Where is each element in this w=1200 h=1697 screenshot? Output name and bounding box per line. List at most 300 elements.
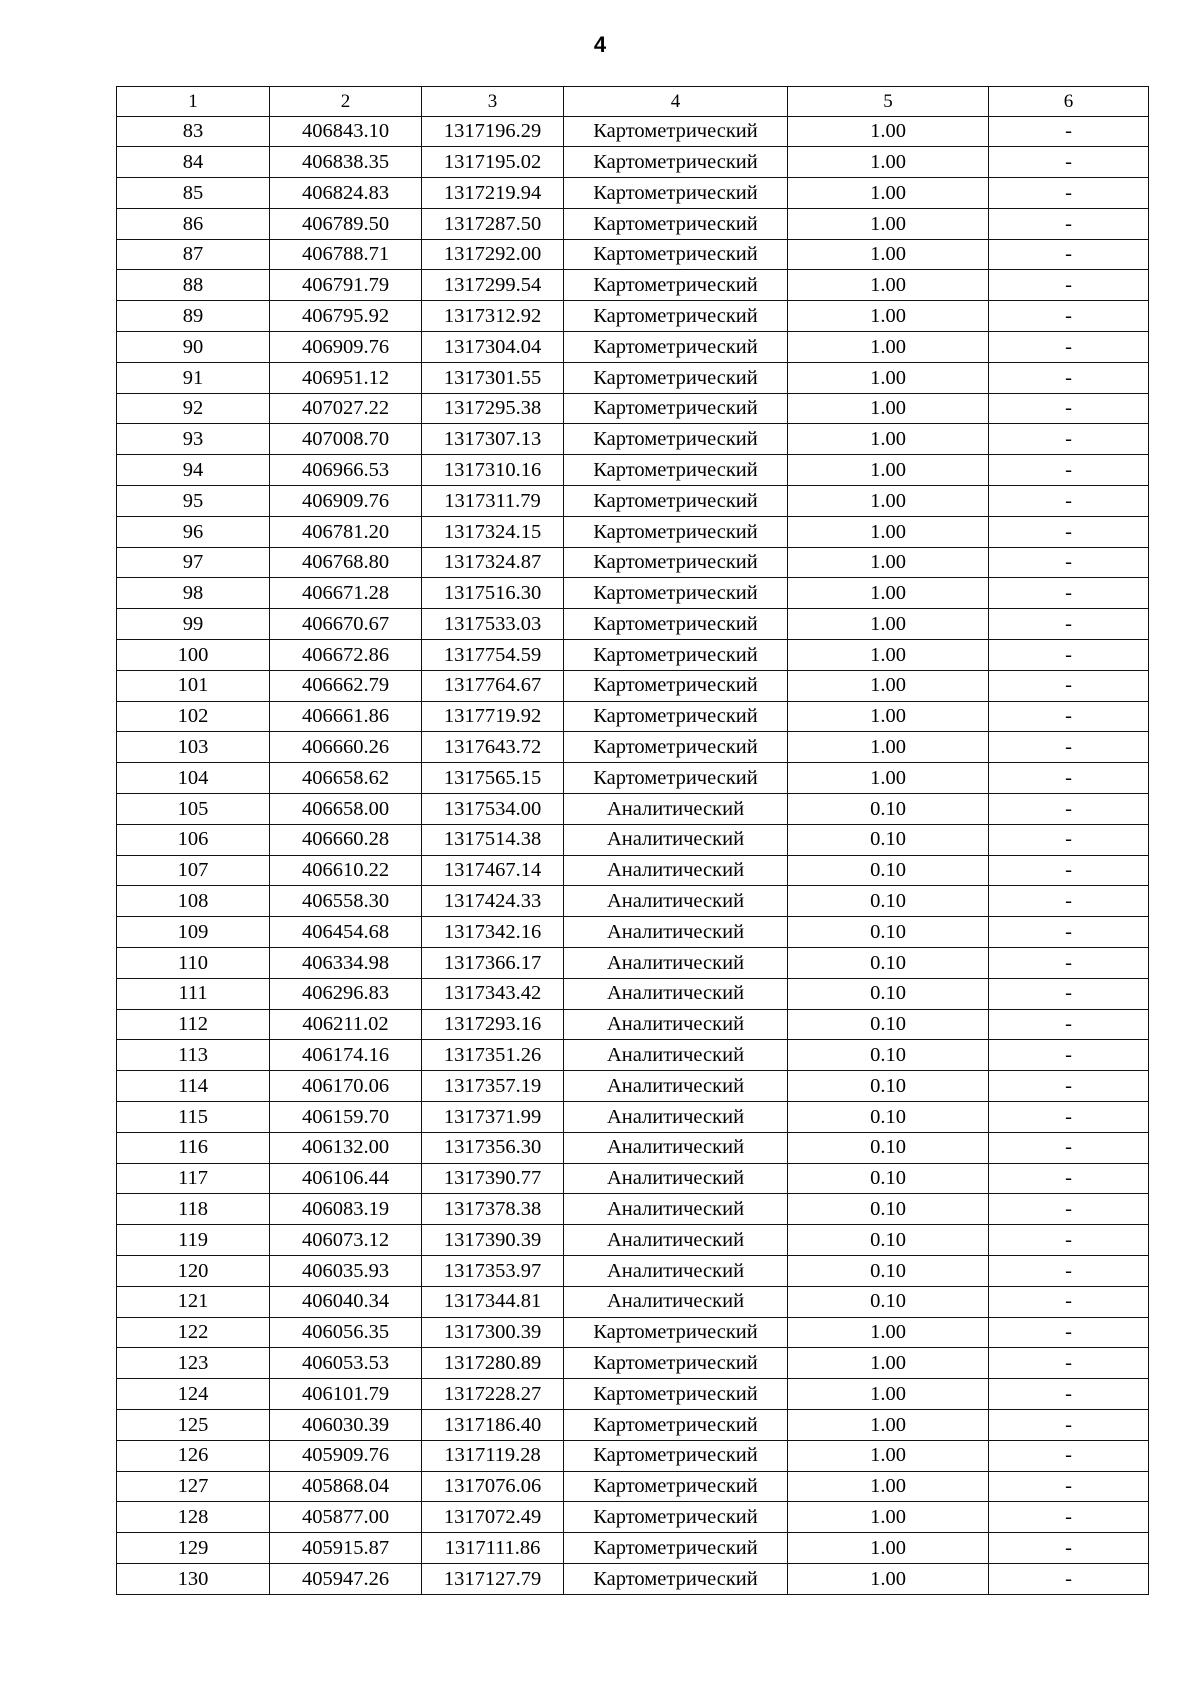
y-coordinate-cell: 1317072.49 [422, 1502, 564, 1533]
table-row [117, 1071, 1149, 1102]
note-cell: - [989, 1348, 1149, 1379]
method-cell: Аналитический [564, 1040, 788, 1071]
y-coordinate-cell: 1317643.72 [422, 732, 564, 763]
y-coordinate-cell: 1317311.79 [422, 486, 564, 517]
method-cell: Картометрический [564, 147, 788, 178]
y-coordinate-cell: 1317424.33 [422, 886, 564, 917]
accuracy-cell: 1.00 [788, 516, 989, 547]
point-number-cell: 121 [117, 1286, 270, 1317]
y-coordinate-cell: 1317228.27 [422, 1379, 564, 1410]
method-cell: Картометрический [564, 116, 788, 147]
y-coordinate-cell: 1317287.50 [422, 208, 564, 239]
method-cell: Аналитический [564, 1132, 788, 1163]
point-number-cell: 93 [117, 424, 270, 455]
y-coordinate-cell: 1317119.28 [422, 1440, 564, 1471]
x-coordinate-cell: 405877.00 [270, 1502, 422, 1533]
table-row [117, 1440, 1149, 1471]
table-row [117, 362, 1149, 393]
table-row [117, 1194, 1149, 1225]
y-coordinate-cell: 1317342.16 [422, 917, 564, 948]
point-number-cell: 106 [117, 824, 270, 855]
x-coordinate-cell: 406040.34 [270, 1286, 422, 1317]
method-cell: Аналитический [564, 1225, 788, 1256]
accuracy-cell: 1.00 [788, 670, 989, 701]
y-coordinate-cell: 1317356.30 [422, 1132, 564, 1163]
method-cell: Аналитический [564, 886, 788, 917]
table-row [117, 1255, 1149, 1286]
accuracy-cell: 0.10 [788, 1194, 989, 1225]
method-cell: Аналитический [564, 855, 788, 886]
accuracy-cell: 1.00 [788, 301, 989, 332]
note-cell: - [989, 393, 1149, 424]
point-number-cell: 99 [117, 609, 270, 640]
table-row [117, 424, 1149, 455]
table-row [117, 1102, 1149, 1133]
point-number-cell: 129 [117, 1533, 270, 1564]
table-row [117, 1225, 1149, 1256]
point-number-cell: 94 [117, 455, 270, 486]
y-coordinate-cell: 1317324.15 [422, 516, 564, 547]
header-cell-col-4: 4 [564, 87, 788, 117]
table-header [117, 87, 1149, 117]
note-cell: - [989, 1533, 1149, 1564]
x-coordinate-cell: 406159.70 [270, 1102, 422, 1133]
table-row [117, 794, 1149, 825]
accuracy-cell: 0.10 [788, 824, 989, 855]
x-coordinate-cell: 406106.44 [270, 1163, 422, 1194]
x-coordinate-cell: 406781.20 [270, 516, 422, 547]
header-cell-col-2: 2 [270, 87, 422, 117]
y-coordinate-cell: 1317127.79 [422, 1563, 564, 1594]
point-number-cell: 122 [117, 1317, 270, 1348]
x-coordinate-cell: 406056.35 [270, 1317, 422, 1348]
method-cell: Картометрический [564, 455, 788, 486]
method-cell: Аналитический [564, 1009, 788, 1040]
note-cell: - [989, 332, 1149, 363]
y-coordinate-cell: 1317196.29 [422, 116, 564, 147]
accuracy-cell: 1.00 [788, 1502, 989, 1533]
page-number: 4 [593, 32, 607, 57]
x-coordinate-cell: 406658.00 [270, 794, 422, 825]
accuracy-cell: 0.10 [788, 1009, 989, 1040]
method-cell: Аналитический [564, 1255, 788, 1286]
point-number-cell: 113 [117, 1040, 270, 1071]
note-cell: - [989, 917, 1149, 948]
accuracy-cell: 0.10 [788, 1163, 989, 1194]
x-coordinate-cell: 406174.16 [270, 1040, 422, 1071]
accuracy-cell: 0.10 [788, 886, 989, 917]
point-number-cell: 92 [117, 393, 270, 424]
x-coordinate-cell: 406791.79 [270, 270, 422, 301]
table-row [117, 1409, 1149, 1440]
point-number-cell: 95 [117, 486, 270, 517]
x-coordinate-cell: 406660.28 [270, 824, 422, 855]
x-coordinate-cell: 406296.83 [270, 978, 422, 1009]
x-coordinate-cell: 406334.98 [270, 948, 422, 979]
x-coordinate-cell: 406101.79 [270, 1379, 422, 1410]
x-coordinate-cell: 406661.86 [270, 701, 422, 732]
accuracy-cell: 0.10 [788, 1225, 989, 1256]
accuracy-cell: 0.10 [788, 1255, 989, 1286]
y-coordinate-cell: 1317312.92 [422, 301, 564, 332]
table-row [117, 578, 1149, 609]
note-cell: - [989, 547, 1149, 578]
table-row [117, 609, 1149, 640]
method-cell: Картометрический [564, 424, 788, 455]
accuracy-cell: 1.00 [788, 763, 989, 794]
y-coordinate-cell: 1317280.89 [422, 1348, 564, 1379]
note-cell: - [989, 239, 1149, 270]
table-row [117, 301, 1149, 332]
x-coordinate-cell: 406658.62 [270, 763, 422, 794]
accuracy-cell: 1.00 [788, 362, 989, 393]
x-coordinate-cell: 406909.76 [270, 332, 422, 363]
y-coordinate-cell: 1317299.54 [422, 270, 564, 301]
table-row [117, 455, 1149, 486]
x-coordinate-cell: 406838.35 [270, 147, 422, 178]
method-cell: Картометрический [564, 578, 788, 609]
point-number-cell: 119 [117, 1225, 270, 1256]
y-coordinate-cell: 1317353.97 [422, 1255, 564, 1286]
accuracy-cell: 1.00 [788, 1563, 989, 1594]
table-row [117, 732, 1149, 763]
note-cell: - [989, 886, 1149, 917]
accuracy-cell: 1.00 [788, 239, 989, 270]
note-cell: - [989, 1286, 1149, 1317]
table-row [117, 917, 1149, 948]
accuracy-cell: 1.00 [788, 1471, 989, 1502]
method-cell: Картометрический [564, 208, 788, 239]
method-cell: Аналитический [564, 978, 788, 1009]
note-cell: - [989, 486, 1149, 517]
y-coordinate-cell: 1317076.06 [422, 1471, 564, 1502]
accuracy-cell: 1.00 [788, 116, 989, 147]
method-cell: Аналитический [564, 1071, 788, 1102]
note-cell: - [989, 1040, 1149, 1071]
table-row [117, 1132, 1149, 1163]
method-cell: Аналитический [564, 1163, 788, 1194]
x-coordinate-cell: 406558.30 [270, 886, 422, 917]
accuracy-cell: 1.00 [788, 732, 989, 763]
method-cell: Картометрический [564, 362, 788, 393]
x-coordinate-cell: 406670.67 [270, 609, 422, 640]
x-coordinate-cell: 406132.00 [270, 1132, 422, 1163]
method-cell: Картометрический [564, 332, 788, 363]
table-row [117, 886, 1149, 917]
accuracy-cell: 1.00 [788, 578, 989, 609]
x-coordinate-cell: 406053.53 [270, 1348, 422, 1379]
y-coordinate-cell: 1317378.38 [422, 1194, 564, 1225]
y-coordinate-cell: 1317390.77 [422, 1163, 564, 1194]
accuracy-cell: 1.00 [788, 1348, 989, 1379]
accuracy-cell: 0.10 [788, 1286, 989, 1317]
x-coordinate-cell: 406824.83 [270, 178, 422, 209]
table-row [117, 1009, 1149, 1040]
x-coordinate-cell: 406662.79 [270, 670, 422, 701]
accuracy-cell: 0.10 [788, 917, 989, 948]
method-cell: Картометрический [564, 1533, 788, 1564]
method-cell: Картометрический [564, 178, 788, 209]
method-cell: Картометрический [564, 516, 788, 547]
accuracy-cell: 1.00 [788, 486, 989, 517]
note-cell: - [989, 578, 1149, 609]
method-cell: Картометрический [564, 763, 788, 794]
note-cell: - [989, 1317, 1149, 1348]
accuracy-cell: 0.10 [788, 1040, 989, 1071]
point-number-cell: 125 [117, 1409, 270, 1440]
method-cell: Картометрический [564, 1317, 788, 1348]
note-cell: - [989, 208, 1149, 239]
note-cell: - [989, 978, 1149, 1009]
y-coordinate-cell: 1317292.00 [422, 239, 564, 270]
note-cell: - [989, 362, 1149, 393]
x-coordinate-cell: 406671.28 [270, 578, 422, 609]
note-cell: - [989, 1563, 1149, 1594]
method-cell: Аналитический [564, 794, 788, 825]
table-body [117, 116, 1149, 1594]
table-row [117, 824, 1149, 855]
x-coordinate-cell: 406035.93 [270, 1255, 422, 1286]
note-cell: - [989, 763, 1149, 794]
point-number-cell: 111 [117, 978, 270, 1009]
y-coordinate-cell: 1317719.92 [422, 701, 564, 732]
header-cell-col-6: 6 [989, 87, 1149, 117]
x-coordinate-cell: 406768.80 [270, 547, 422, 578]
table-row [117, 1163, 1149, 1194]
header-row [117, 87, 1149, 117]
table-row [117, 547, 1149, 578]
table-row [117, 147, 1149, 178]
y-coordinate-cell: 1317195.02 [422, 147, 564, 178]
accuracy-cell: 0.10 [788, 978, 989, 1009]
x-coordinate-cell: 406660.26 [270, 732, 422, 763]
x-coordinate-cell: 406030.39 [270, 1409, 422, 1440]
accuracy-cell: 1.00 [788, 1379, 989, 1410]
x-coordinate-cell: 406788.71 [270, 239, 422, 270]
note-cell: - [989, 855, 1149, 886]
y-coordinate-cell: 1317764.67 [422, 670, 564, 701]
method-cell: Аналитический [564, 1194, 788, 1225]
point-number-cell: 103 [117, 732, 270, 763]
note-cell: - [989, 147, 1149, 178]
method-cell: Картометрический [564, 670, 788, 701]
note-cell: - [989, 424, 1149, 455]
table-row [117, 239, 1149, 270]
accuracy-cell: 1.00 [788, 1533, 989, 1564]
accuracy-cell: 1.00 [788, 332, 989, 363]
table-row [117, 270, 1149, 301]
table-row [117, 1533, 1149, 1564]
accuracy-cell: 1.00 [788, 701, 989, 732]
y-coordinate-cell: 1317307.13 [422, 424, 564, 455]
point-number-cell: 118 [117, 1194, 270, 1225]
point-number-cell: 102 [117, 701, 270, 732]
point-number-cell: 127 [117, 1471, 270, 1502]
note-cell: - [989, 1409, 1149, 1440]
note-cell: - [989, 1163, 1149, 1194]
table-row [117, 701, 1149, 732]
y-coordinate-cell: 1317186.40 [422, 1409, 564, 1440]
note-cell: - [989, 701, 1149, 732]
method-cell: Аналитический [564, 824, 788, 855]
table-row [117, 486, 1149, 517]
note-cell: - [989, 794, 1149, 825]
note-cell: - [989, 116, 1149, 147]
y-coordinate-cell: 1317754.59 [422, 640, 564, 671]
x-coordinate-cell: 407008.70 [270, 424, 422, 455]
accuracy-cell: 1.00 [788, 178, 989, 209]
point-number-cell: 87 [117, 239, 270, 270]
table-row [117, 1040, 1149, 1071]
point-number-cell: 88 [117, 270, 270, 301]
point-number-cell: 109 [117, 917, 270, 948]
y-coordinate-cell: 1317324.87 [422, 547, 564, 578]
note-cell: - [989, 1132, 1149, 1163]
note-cell: - [989, 948, 1149, 979]
y-coordinate-cell: 1317514.38 [422, 824, 564, 855]
table-row [117, 948, 1149, 979]
table-row [117, 670, 1149, 701]
point-number-cell: 100 [117, 640, 270, 671]
accuracy-cell: 1.00 [788, 609, 989, 640]
method-cell: Картометрический [564, 301, 788, 332]
y-coordinate-cell: 1317343.42 [422, 978, 564, 1009]
method-cell: Картометрический [564, 640, 788, 671]
x-coordinate-cell: 405915.87 [270, 1533, 422, 1564]
x-coordinate-cell: 406843.10 [270, 116, 422, 147]
x-coordinate-cell: 406789.50 [270, 208, 422, 239]
method-cell: Картометрический [564, 701, 788, 732]
point-number-cell: 112 [117, 1009, 270, 1040]
method-cell: Картометрический [564, 1348, 788, 1379]
accuracy-cell: 1.00 [788, 1409, 989, 1440]
method-cell: Картометрический [564, 547, 788, 578]
table-row [117, 516, 1149, 547]
y-coordinate-cell: 1317219.94 [422, 178, 564, 209]
method-cell: Картометрический [564, 393, 788, 424]
method-cell: Картометрический [564, 239, 788, 270]
accuracy-cell: 1.00 [788, 640, 989, 671]
note-cell: - [989, 1194, 1149, 1225]
y-coordinate-cell: 1317534.00 [422, 794, 564, 825]
y-coordinate-cell: 1317295.38 [422, 393, 564, 424]
table-row [117, 1317, 1149, 1348]
y-coordinate-cell: 1317300.39 [422, 1317, 564, 1348]
method-cell: Картометрический [564, 1379, 788, 1410]
x-coordinate-cell: 406211.02 [270, 1009, 422, 1040]
x-coordinate-cell: 405947.26 [270, 1563, 422, 1594]
y-coordinate-cell: 1317390.39 [422, 1225, 564, 1256]
note-cell: - [989, 270, 1149, 301]
accuracy-cell: 0.10 [788, 1071, 989, 1102]
table-row [117, 393, 1149, 424]
accuracy-cell: 1.00 [788, 1317, 989, 1348]
y-coordinate-cell: 1317516.30 [422, 578, 564, 609]
table-row [117, 763, 1149, 794]
point-number-cell: 114 [117, 1071, 270, 1102]
x-coordinate-cell: 406795.92 [270, 301, 422, 332]
point-number-cell: 97 [117, 547, 270, 578]
note-cell: - [989, 516, 1149, 547]
note-cell: - [989, 1502, 1149, 1533]
y-coordinate-cell: 1317351.26 [422, 1040, 564, 1071]
point-number-cell: 105 [117, 794, 270, 825]
table-row [117, 178, 1149, 209]
x-coordinate-cell: 406909.76 [270, 486, 422, 517]
table-row [117, 855, 1149, 886]
note-cell: - [989, 1471, 1149, 1502]
method-cell: Картометрический [564, 1409, 788, 1440]
y-coordinate-cell: 1317293.16 [422, 1009, 564, 1040]
table-row [117, 1502, 1149, 1533]
method-cell: Картометрический [564, 609, 788, 640]
accuracy-cell: 1.00 [788, 455, 989, 486]
point-number-cell: 91 [117, 362, 270, 393]
note-cell: - [989, 1071, 1149, 1102]
method-cell: Картометрический [564, 1502, 788, 1533]
method-cell: Картометрический [564, 732, 788, 763]
point-number-cell: 120 [117, 1255, 270, 1286]
point-number-cell: 83 [117, 116, 270, 147]
table-row [117, 1563, 1149, 1594]
point-number-cell: 107 [117, 855, 270, 886]
x-coordinate-cell: 406951.12 [270, 362, 422, 393]
method-cell: Аналитический [564, 1286, 788, 1317]
point-number-cell: 101 [117, 670, 270, 701]
y-coordinate-cell: 1317304.04 [422, 332, 564, 363]
x-coordinate-cell: 406966.53 [270, 455, 422, 486]
x-coordinate-cell: 405909.76 [270, 1440, 422, 1471]
point-number-cell: 128 [117, 1502, 270, 1533]
y-coordinate-cell: 1317357.19 [422, 1071, 564, 1102]
y-coordinate-cell: 1317344.81 [422, 1286, 564, 1317]
point-number-cell: 110 [117, 948, 270, 979]
note-cell: - [989, 1379, 1149, 1410]
table-row [117, 978, 1149, 1009]
method-cell: Картометрический [564, 1563, 788, 1594]
x-coordinate-cell: 406170.06 [270, 1071, 422, 1102]
x-coordinate-cell: 406672.86 [270, 640, 422, 671]
point-number-cell: 117 [117, 1163, 270, 1194]
header-cell-col-3: 3 [422, 87, 564, 117]
header-cell-col-5: 5 [788, 87, 989, 117]
method-cell: Картометрический [564, 270, 788, 301]
point-number-cell: 124 [117, 1379, 270, 1410]
point-number-cell: 98 [117, 578, 270, 609]
note-cell: - [989, 824, 1149, 855]
table-row [117, 332, 1149, 363]
method-cell: Аналитический [564, 948, 788, 979]
y-coordinate-cell: 1317111.86 [422, 1533, 564, 1564]
method-cell: Картометрический [564, 1471, 788, 1502]
accuracy-cell: 1.00 [788, 424, 989, 455]
x-coordinate-cell: 405868.04 [270, 1471, 422, 1502]
point-number-cell: 90 [117, 332, 270, 363]
x-coordinate-cell: 406610.22 [270, 855, 422, 886]
note-cell: - [989, 301, 1149, 332]
table-row [117, 1471, 1149, 1502]
note-cell: - [989, 178, 1149, 209]
x-coordinate-cell: 406073.12 [270, 1225, 422, 1256]
note-cell: - [989, 732, 1149, 763]
accuracy-cell: 0.10 [788, 1132, 989, 1163]
note-cell: - [989, 1102, 1149, 1133]
method-cell: Картометрический [564, 1440, 788, 1471]
x-coordinate-cell: 406083.19 [270, 1194, 422, 1225]
point-number-cell: 126 [117, 1440, 270, 1471]
table-row [117, 116, 1149, 147]
note-cell: - [989, 1440, 1149, 1471]
